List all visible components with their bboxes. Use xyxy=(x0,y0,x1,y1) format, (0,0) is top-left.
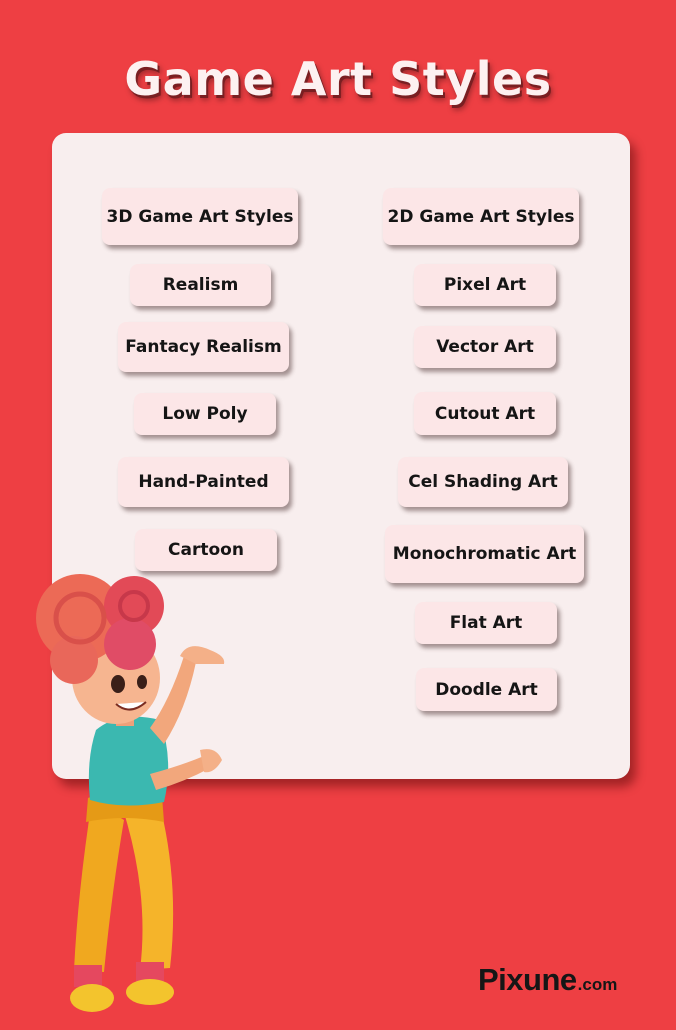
brand-name: Pixune xyxy=(478,962,577,997)
page-title: Game Art Styles xyxy=(124,52,552,106)
item-doodle-art: Doodle Art xyxy=(416,668,557,711)
item-cartoon: Cartoon xyxy=(135,529,277,571)
heading-2d-game-art-styles: 2D Game Art Styles xyxy=(383,188,579,245)
item-cutout-art: Cutout Art xyxy=(414,392,556,435)
item-realism: Realism xyxy=(130,264,271,306)
item-low-poly: Low Poly xyxy=(134,393,276,435)
item-vector-art: Vector Art xyxy=(414,326,556,368)
item-cel-shading-art: Cel Shading Art xyxy=(398,457,568,507)
pixune-logo xyxy=(478,962,617,1002)
item-flat-art: Flat Art xyxy=(415,602,557,644)
heading-3d-game-art-styles: 3D Game Art Styles xyxy=(102,188,298,245)
item-monochromatic-art: Monochromatic Art xyxy=(385,525,584,583)
item-pixel-art: Pixel Art xyxy=(414,264,556,306)
character-illustration xyxy=(0,560,260,1030)
item-fantacy-realism: Fantacy Realism xyxy=(118,322,289,372)
brand-tld: .com xyxy=(577,975,618,994)
item-hand-painted: Hand-Painted xyxy=(118,457,289,507)
